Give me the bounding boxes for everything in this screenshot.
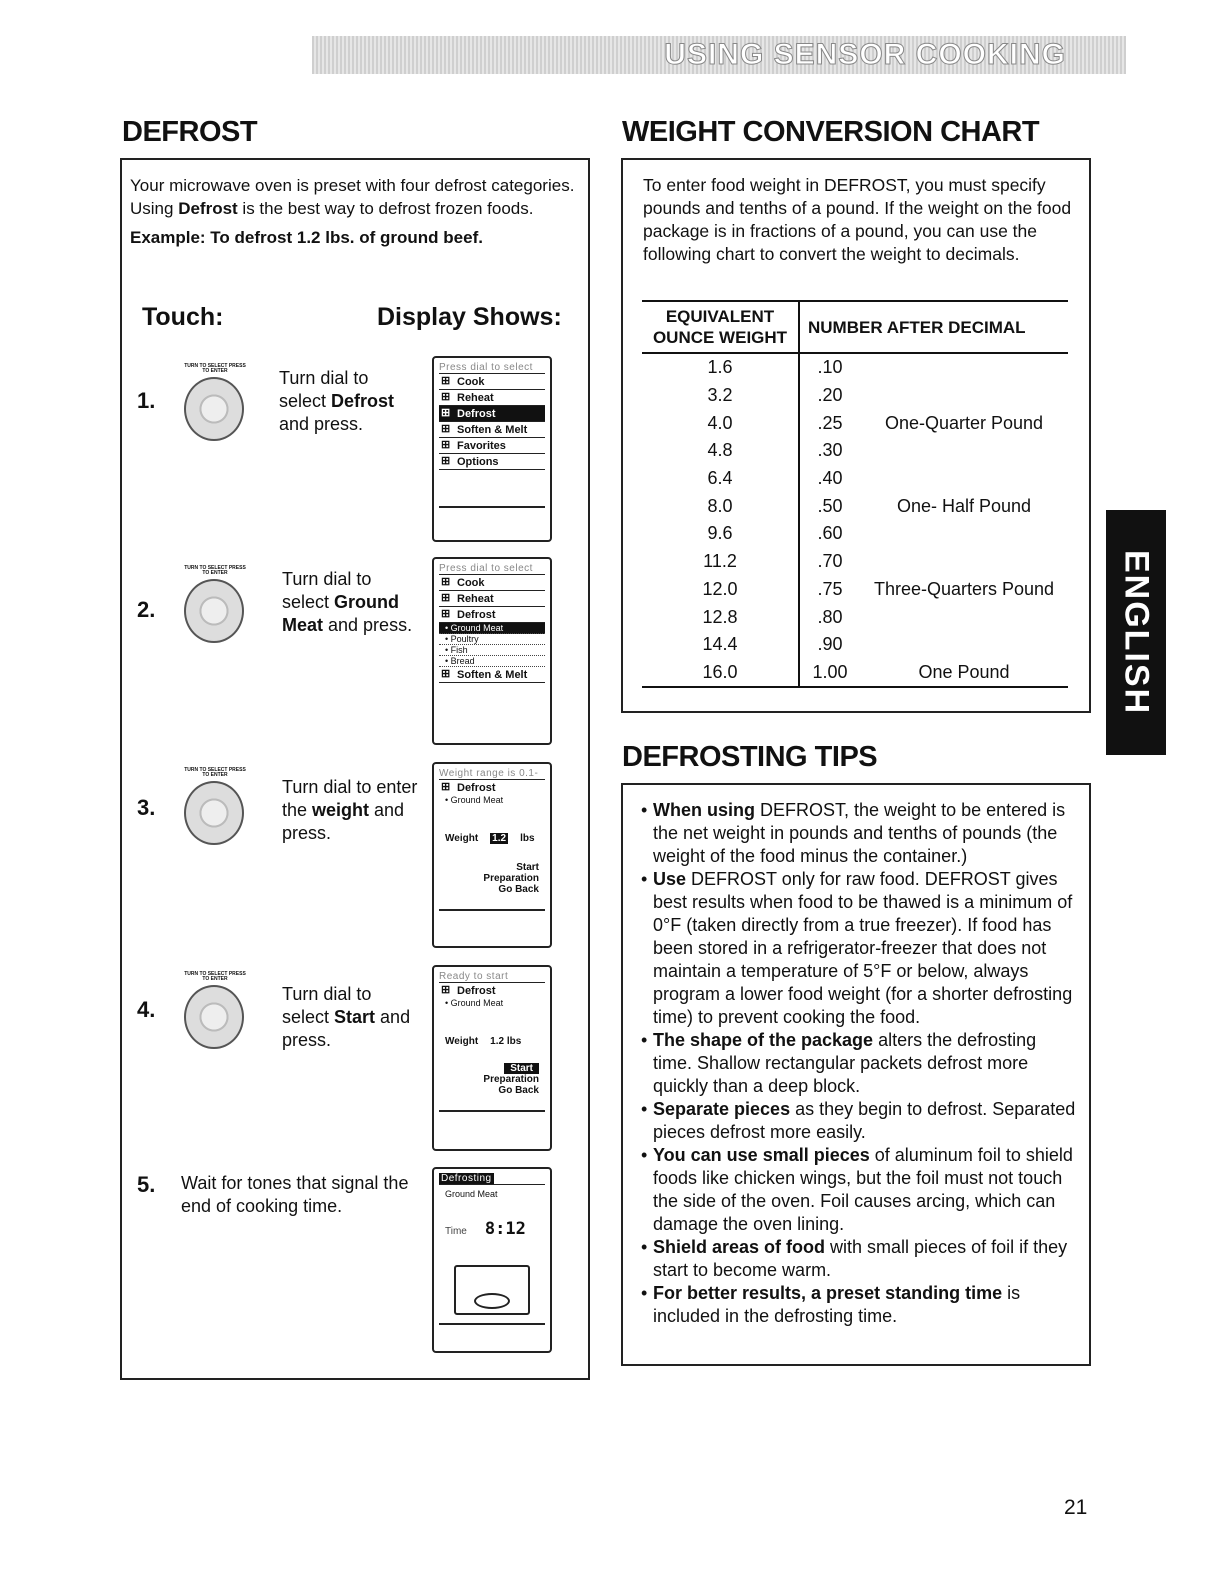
table-row (642, 409, 1068, 437)
weight-chart-title: WEIGHT CONVERSION CHART (622, 116, 1040, 148)
display-3: Weight range is 0.1- ⊞ Defrost • Ground Meat Weight 1.2 lbs Start Preparation Go Back (432, 762, 552, 948)
tip-item: • The shape of the package alters the defrosting time. Shallow rectangular packets defrost more quickly than a deep block. (641, 1029, 1079, 1098)
table-row (642, 548, 1068, 576)
conversion-table (642, 300, 1068, 688)
table-row (642, 631, 1068, 659)
tip-item: • Use DEFROST only for raw food. DEFROST gives best results when food to be thawed is a minimum of 0°F (taken directly from a true freezer). If food has been stored in a refrigerator-freezer that does not maintain a temperature of 5°F or below, always program a lower food weight (for a shorter defrosting time) to prevent cooking the food. (641, 868, 1079, 1029)
table-row (642, 437, 1068, 465)
table-cell: .75 (817, 578, 843, 599)
display-1: Press dial to select ⊞ Cook ⊞ Reheat ⊞ Defrost ⊞ Soften & Melt ⊞ Favorites ⊞ Options (432, 356, 552, 542)
table-cell: .60 (817, 523, 843, 544)
table-cell: .70 (817, 551, 843, 572)
tip-item: • Separate pieces as they begin to defrost. Separated pieces defrost more easily. (641, 1098, 1079, 1144)
dial-icon: TURN TO SELECT PRESS TO ENTER (184, 768, 246, 846)
touch-header: Touch: (142, 303, 224, 331)
table-cell: 16.0 (642, 659, 800, 687)
weight-chart-intro: To enter food weight in DEFROST, you must specify pounds and tenths of a pound. If the weight on the food package is in fractions of a pound, you can use the following chart to convert the weight to decimals. (643, 175, 1072, 264)
table-cell: 1.6 (642, 354, 800, 382)
display-4: Ready to start ⊞ Defrost • Ground Meat Weight 1.2 lbs Start Preparation Go Back (432, 965, 552, 1151)
step-3-text: Turn dial to enter the weight and press. (282, 777, 418, 843)
step-4-text: Turn dial to select Start and press. (282, 984, 411, 1050)
table-cell: .25 (817, 412, 843, 433)
table-cell: 8.0 (642, 492, 800, 520)
table-row (642, 354, 1068, 382)
tip-item: • You can use small pieces of aluminum foil to shield foods like chicken wings, but the foil must not touch the side of the oven. Foil causes arcing, which can damage the oven lining. (641, 1144, 1079, 1236)
table-cell: 12.0 (642, 576, 800, 604)
table-cell: 12.8 (642, 603, 800, 631)
dial-icon: TURN TO SELECT PRESS TO ENTER (184, 566, 246, 644)
table-cell: .10 (817, 357, 843, 378)
step-3-number: 3. (137, 795, 156, 820)
table-cell: 4.8 (642, 437, 800, 465)
table-cell: .50 (817, 495, 843, 516)
tips-box (621, 783, 1091, 1366)
tip-item: • Shield areas of food with small pieces of foil if they start to become warm. (641, 1236, 1079, 1282)
dial-icon: TURN TO SELECT PRESS TO ENTER (184, 364, 246, 442)
table-cell: 14.4 (642, 631, 800, 659)
step-2-number: 2. (137, 597, 156, 622)
table-cell: .90 (817, 634, 843, 655)
step-1-text: Turn dial to select Defrost and press. (279, 368, 395, 434)
page-number: 21 (1064, 1496, 1088, 1519)
table-row (642, 382, 1068, 410)
dial-icon: TURN TO SELECT PRESS TO ENTER (184, 972, 246, 1050)
table-cell: 6.4 (642, 465, 800, 493)
step-1-number: 1. (137, 388, 156, 413)
table-cell: 11.2 (642, 548, 800, 576)
table-row (642, 492, 1068, 520)
table-cell: One Pound (918, 661, 1010, 682)
step-5-number: 5. (137, 1172, 156, 1197)
table-cell: .40 (817, 468, 843, 489)
table-cell: .30 (817, 440, 843, 461)
oven-icon (454, 1265, 530, 1315)
language-tab: ENGLISH (1106, 510, 1166, 755)
table-cell: .80 (817, 606, 843, 627)
tip-item: • When using DEFROST, the weight to be entered is the net weight in pounds and tenths of pounds (the weight of the food minus the container.) (641, 799, 1079, 868)
display-5: Defrosting Ground Meat Time 8:12 (432, 1167, 552, 1353)
section-header-bar (312, 36, 1126, 74)
display-2: Press dial to select ⊞ Cook ⊞ Reheat ⊞ Defrost • Ground Meat • Poultry • Fish • Bread ⊞ Soften & Melt (432, 557, 552, 745)
tips-title: DEFROSTING TIPS (622, 741, 878, 773)
table-row (642, 465, 1068, 493)
table-row (642, 520, 1068, 548)
table-row (642, 659, 1068, 687)
table-cell: 1.00 (812, 661, 848, 682)
table-cell: One- Half Pound (896, 495, 1032, 516)
defrost-title: DEFROST (122, 116, 258, 148)
step-5-text: Wait for tones that signal the end of cooking time. (181, 1173, 409, 1216)
step-4-number: 4. (137, 997, 156, 1022)
table-cell: One-Quarter Pound (884, 412, 1044, 433)
defrost-intro: Your microwave oven is preset with four defrost categories. Using Defrost is the best way to defrost frozen foods. (130, 176, 575, 218)
table-header: EQUIVALENT OUNCE WEIGHT NUMBER AFTER DECIMAL (642, 300, 1068, 354)
tip-item: • For better results, a preset standing time is included in the defrosting time. (641, 1282, 1079, 1328)
table-cell: 3.2 (642, 382, 800, 410)
display-shows-header: Display Shows: (377, 303, 562, 331)
table-cell: .20 (817, 385, 843, 406)
table-cell: 9.6 (642, 520, 800, 548)
section-header-title: USING SENSOR COOKING (664, 38, 1066, 71)
table-row (642, 576, 1068, 604)
defrost-example: Example: To defrost 1.2 lbs. of ground beef. (130, 228, 483, 247)
table-cell: 4.0 (642, 409, 800, 437)
step-2-text: Turn dial to select Ground Meat and press. (282, 569, 413, 635)
tips-list (623, 785, 1089, 1342)
table-cell: Three-Quarters Pound (873, 578, 1055, 599)
table-row (642, 603, 1068, 631)
